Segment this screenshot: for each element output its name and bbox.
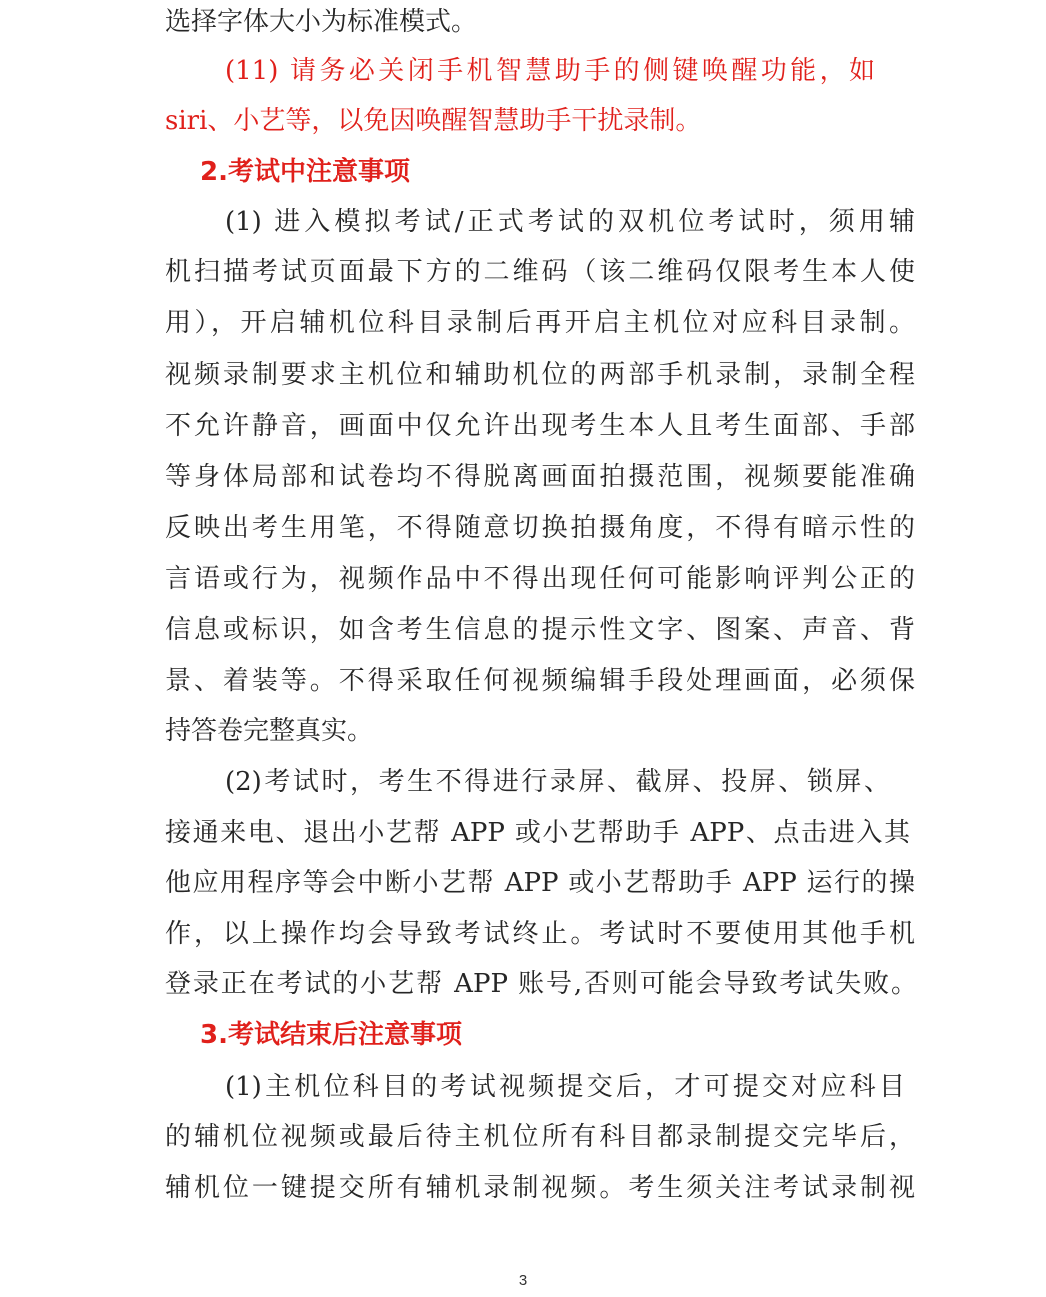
section-2-item-1-line: 不允许静音，画面中仅允许出现考生本人且考生面部、手部: [165, 411, 915, 441]
section-2-item-2-line: 作，以上操作均会导致考试终止。考试时不要使用其他手机: [165, 919, 915, 949]
section-2-item-1-line: 等身体局部和试卷均不得脱离画面拍摄范围，视频要能准确: [165, 462, 915, 492]
section-2-item-2-line: 登录正在考试的小艺帮 APP 账号,否则可能会导致考试失败。: [165, 969, 917, 999]
section-2-item-1-line: 反映出考生用笔，不得随意切换拍摄角度，不得有暗示性的: [165, 513, 915, 543]
section-2-item-1-line: 景、着装等。不得采取任何视频编辑手段处理画面，必须保: [165, 666, 915, 696]
section-2-item-1-line: 信息或标识，如含考生信息的提示性文字、图案、声音、背: [165, 615, 915, 645]
section-3-heading: 3.考试结束后注意事项: [200, 1020, 462, 1050]
section-2-item-1-line: (1) 进入模拟考试/正式考试的双机位考试时，须用辅: [225, 207, 915, 237]
section-3-item-1-line: (1)主机位科目的考试视频提交后，才可提交对应科目: [225, 1072, 905, 1102]
section-2-item-1-line: 言语或行为，视频作品中不得出现任何可能影响评判公正的: [165, 564, 915, 594]
section-2-item-1-line: 用），开启辅机位科目录制后再开启主机位对应科目录制。: [165, 308, 915, 338]
section-2-item-2-line: 他应用程序等会中断小艺帮 APP 或小艺帮助手 APP 运行的操: [165, 868, 915, 898]
note-11-line-1: (11) 请务必关闭手机智慧助手的侧键唤醒功能，如: [225, 56, 875, 86]
section-3-item-1-line: 辅机位一键提交所有辅机录制视频。考生须关注考试录制视: [165, 1173, 915, 1203]
section-2-item-1-line: 视频录制要求主机位和辅助机位的两部手机录制，录制全程: [165, 360, 915, 390]
section-2-item-1-line: 机扫描考试页面最下方的二维码（该二维码仅限考生本人使: [165, 257, 915, 287]
page-number: 3: [518, 1272, 528, 1289]
section-2-heading: 2.考试中注意事项: [200, 157, 410, 187]
section-2-item-2-line: (2)考试时，考生不得进行录屏、截屏、投屏、锁屏、: [225, 767, 890, 797]
intro-tail-line: 选择字体大小为标准模式。: [165, 7, 478, 37]
section-2-item-2-line: 接通来电、退出小艺帮 APP 或小艺帮助手 APP、点击进入其: [165, 818, 910, 848]
note-11-line-2: siri、小艺等，以免因唤醒智慧助手干扰录制。: [165, 106, 702, 136]
section-3-item-1-line: 的辅机位视频或最后待主机位所有科目都录制提交完毕后，: [165, 1122, 915, 1152]
section-2-item-1-line: 持答卷完整真实。: [165, 716, 374, 746]
